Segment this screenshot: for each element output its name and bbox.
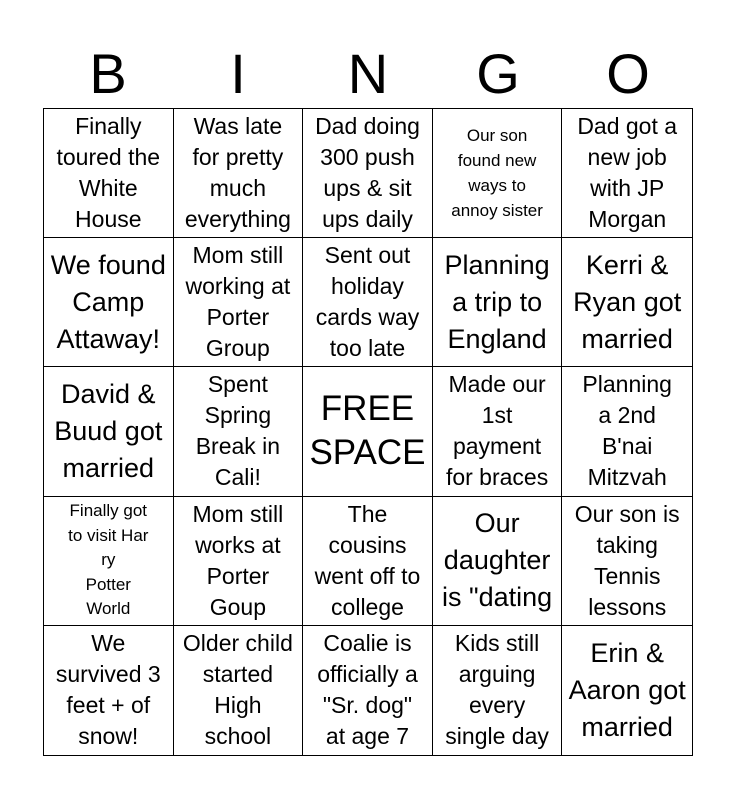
header-letter-n: N bbox=[347, 42, 389, 105]
bingo-cell-i3[interactable]: Spent Spring Break in Cali! bbox=[174, 367, 304, 496]
bingo-cell-b2[interactable]: We found Camp Attaway! bbox=[44, 238, 174, 367]
header-letter-b: B bbox=[89, 42, 127, 105]
bingo-cell-i1[interactable]: Was late for pretty much everything bbox=[174, 109, 304, 238]
bingo-cell-n1[interactable]: Dad doing 300 push ups & sit ups daily bbox=[303, 109, 433, 238]
bingo-cell-i5[interactable]: Older child started High school bbox=[174, 626, 304, 755]
header-letter-o: O bbox=[606, 42, 650, 105]
bingo-cell-o5[interactable]: Erin & Aaron got married bbox=[568, 637, 686, 742]
bingo-cell-o2[interactable]: Kerri & Ryan got married bbox=[562, 238, 692, 367]
header-letter-g: G bbox=[476, 42, 520, 105]
bingo-cell-o3[interactable]: Planning a 2nd B'nai Mitzvah bbox=[562, 367, 692, 496]
bingo-cell-g5[interactable]: Kids still arguing every single day bbox=[433, 626, 563, 755]
bingo-header bbox=[43, 40, 693, 108]
bingo-cell-o1[interactable]: Dad got a new job with JP Morgan bbox=[562, 109, 692, 238]
bingo-cell-n2[interactable]: Sent out holiday cards way too late bbox=[303, 238, 433, 367]
header-letter-i: I bbox=[230, 42, 246, 105]
bingo-cell-b3[interactable]: David & Buud got married bbox=[44, 367, 174, 496]
bingo-cell-b5[interactable]: We survived 3 feet + of snow! bbox=[44, 626, 174, 755]
bingo-cell-o4[interactable]: Our son is taking Tennis lessons bbox=[562, 497, 692, 626]
bingo-board bbox=[43, 108, 693, 756]
bingo-cell-g4[interactable]: Our daughter is "dating bbox=[433, 497, 563, 626]
bingo-cell-b1[interactable]: Finally toured the White House bbox=[44, 109, 174, 238]
bingo-cell-i2[interactable]: Mom still working at Porter Group bbox=[174, 238, 304, 367]
bingo-cell-g3[interactable]: Made our 1st payment for braces bbox=[433, 367, 563, 496]
bingo-cell-n4[interactable]: The cousins went off to college bbox=[303, 497, 433, 626]
bingo-cell-g1[interactable]: Our son found new ways to annoy sister bbox=[433, 109, 563, 238]
bingo-cell-n5[interactable]: Coalie is officially a "Sr. dog" at age 7 bbox=[303, 626, 433, 755]
bingo-cell-g2[interactable]: Planning a trip to England bbox=[433, 238, 563, 367]
free-space-cell[interactable]: FREE SPACE bbox=[303, 367, 433, 496]
bingo-cell-b4[interactable]: Finally got to visit Har ry Potter World bbox=[44, 497, 174, 626]
bingo-cell-i4[interactable]: Mom still works at Porter Goup bbox=[174, 497, 304, 626]
